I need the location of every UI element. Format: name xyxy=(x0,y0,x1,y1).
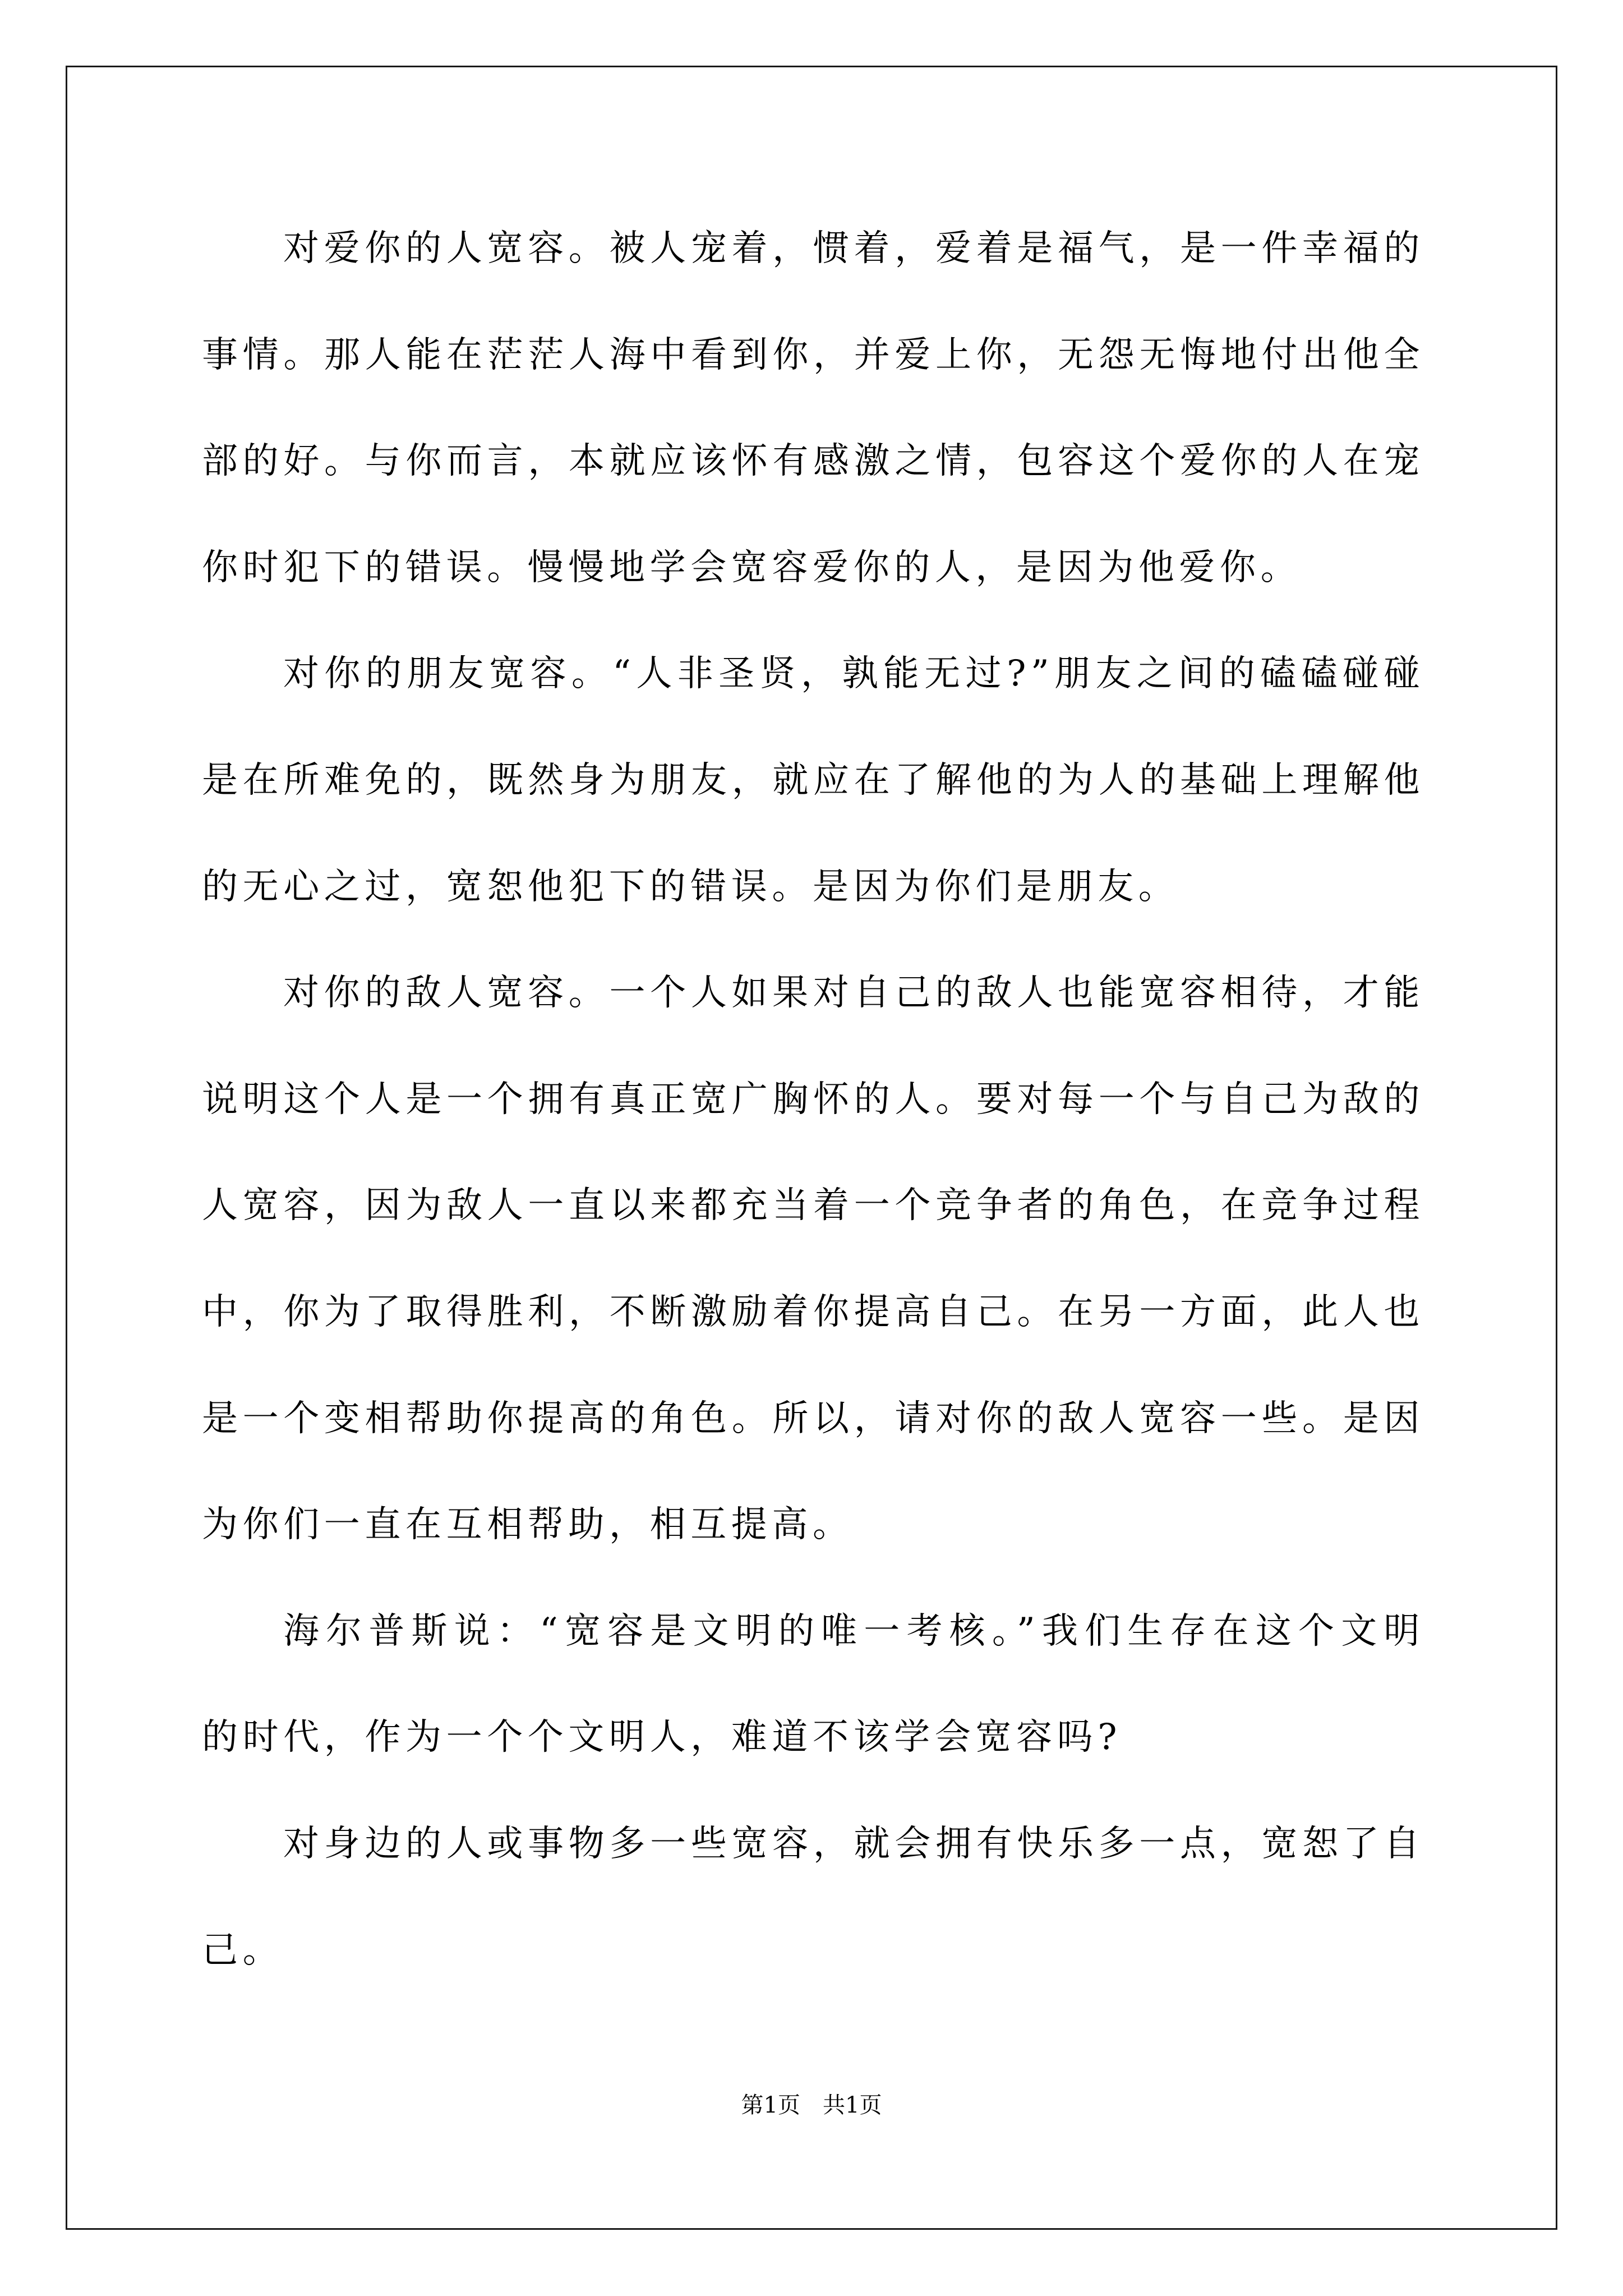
text-line: 为你们一直在互相帮助，相互提高。 xyxy=(202,1504,854,1546)
text-line: 的时代，作为一个个文明人，难道不该学会宽容吗? xyxy=(202,1717,1122,1759)
paragraph xyxy=(202,1579,1424,1791)
paragraph xyxy=(202,196,1424,621)
text-line: 是一个变相帮助你提高的角色。所以，请对你的敌人宽容一些。是因 xyxy=(202,1397,1424,1439)
text-line: 是在所难免的，既然身为朋友，就应在了解他的为人的基础上理解他 xyxy=(202,759,1424,801)
text-line: 对你的敌人宽容。一个人如果对自己的敌人也能宽容相待，才能 xyxy=(283,972,1424,1014)
document-body xyxy=(202,196,1424,2004)
page-number-footer: 第1页 共1页 xyxy=(741,2092,882,2118)
paragraph xyxy=(202,940,1424,1579)
paragraph xyxy=(202,1791,1424,2004)
text-line: 你时犯下的错误。慢慢地学会宽容爱你的人，是因为他爱你。 xyxy=(202,546,1302,588)
text-line: 对爱你的人宽容。被人宠着，惯着，爱着是福气，是一件幸福的 xyxy=(283,228,1424,269)
text-line: 说明这个人是一个拥有真正宽广胸怀的人。要对每一个与自己为敌的 xyxy=(202,1078,1424,1120)
text-line: 人宽容，因为敌人一直以来都充当着一个竞争者的角色，在竞争过程 xyxy=(202,1185,1424,1227)
text-line: 对你的朋友宽容。“人非圣贤，孰能无过?”朋友之间的磕磕碰碰 xyxy=(283,653,1424,695)
text-line: 事情。那人能在茫茫人海中看到你，并爱上你，无怨无悔地付出他全 xyxy=(202,334,1424,376)
text-line: 的无心之过，宽恕他犯下的错误。是因为你们是朋友。 xyxy=(202,866,1179,908)
text-line: 己。 xyxy=(202,1929,284,1971)
paragraph xyxy=(202,621,1424,940)
text-line: 海尔普斯说：“宽容是文明的唯一考核。”我们生存在这个文明 xyxy=(283,1610,1424,1652)
text-line: 对身边的人或事物多一些宽容，就会拥有快乐多一点，宽恕了自 xyxy=(283,1823,1424,1865)
text-line: 部的好。与你而言，本就应该怀有感激之情，包容这个爱你的人在宠 xyxy=(202,440,1424,482)
text-line: 中，你为了取得胜利，不断激励着你提高自己。在另一方面，此人也 xyxy=(202,1291,1424,1333)
